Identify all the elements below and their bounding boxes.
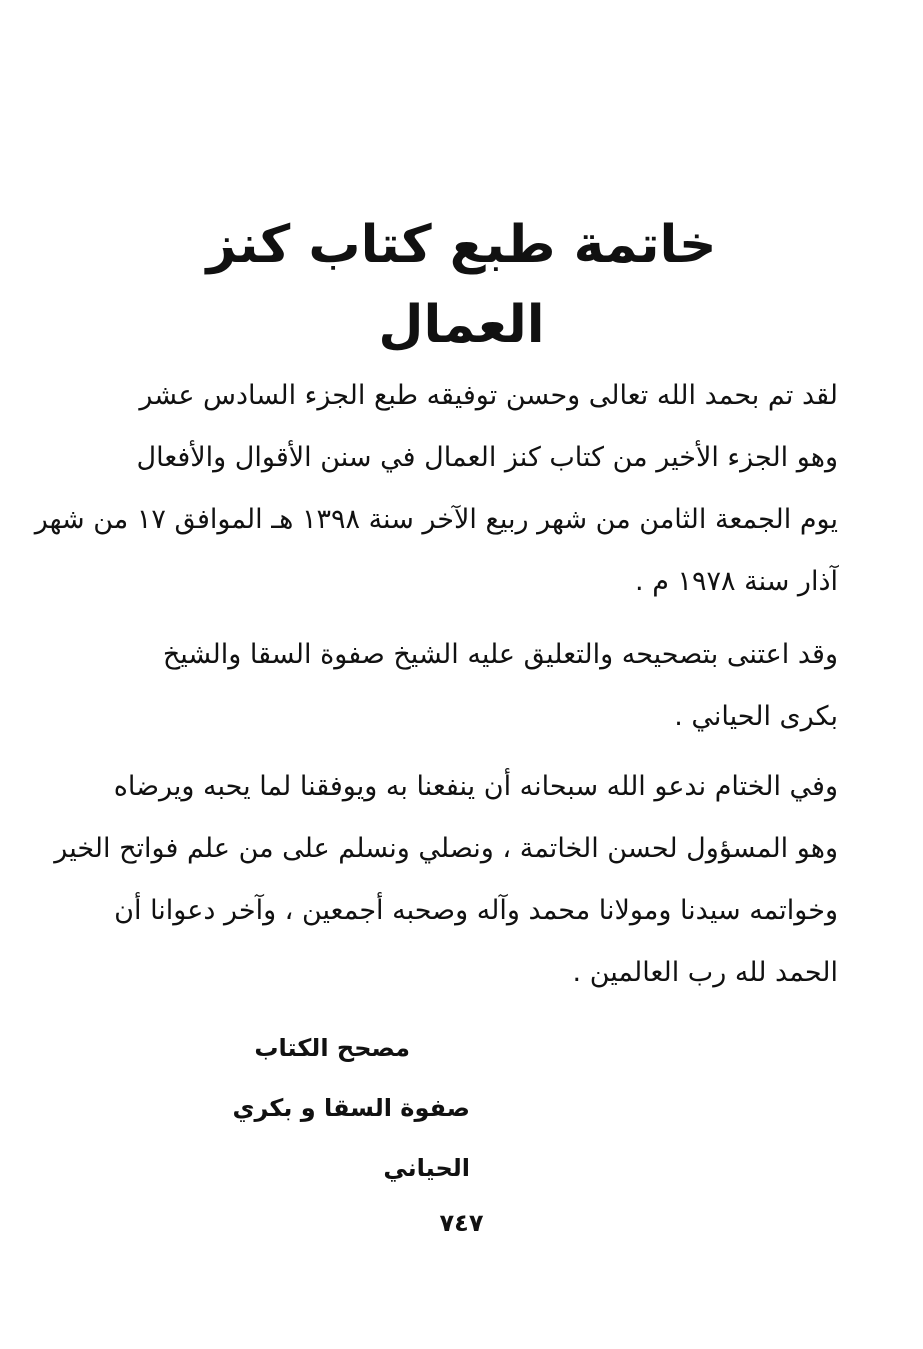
paragraph-line: وقد اعتنى بتصحيحه والتعليق عليه الشيخ صفوة السقا والشيخ xyxy=(162,639,838,670)
paragraph-line: آذار سنة ١٩٧٨ م . xyxy=(635,566,838,597)
signature-names: صفوة السقا و بكري الحياني xyxy=(232,1094,470,1182)
page-title: خاتمة طبع كتاب كنز العمال xyxy=(206,215,717,355)
paragraph-line: الحمد لله رب العالمين . xyxy=(572,957,838,988)
page-number: ٧٤٧ xyxy=(439,1209,484,1237)
paragraph-line: بكرى الحياني . xyxy=(674,701,838,732)
signature-role: مصحح الكتاب xyxy=(254,1034,410,1062)
paragraph-editors xyxy=(130,624,838,748)
paragraph-closing-prayer xyxy=(54,756,838,1004)
signature-block xyxy=(190,1018,470,1198)
paragraph-line: وهو الجزء الأخير من كتاب كنز العمال في سنن الأقوال والأفعال xyxy=(136,442,838,473)
paragraph-completion xyxy=(34,365,838,613)
paragraph-line: يوم الجمعة الثامن من شهر ربيع الآخر سنة ١٣٩٨ هـ الموافق ١٧ من شهر xyxy=(34,504,838,535)
paragraph-line: لقد تم بحمد الله تعالى وحسن توفيقه طبع الجزء السادس عشر xyxy=(139,380,838,411)
paragraph-line: وخواتمه سيدنا ومولانا محمد وآله وصحبه أجمعين ، وآخر دعوانا أن xyxy=(114,895,838,926)
paragraph-line: وفي الختام ندعو الله سبحانه أن ينفعنا به ويوفقنا لما يحبه ويرضاه xyxy=(113,771,838,802)
paragraph-line: وهو المسؤول لحسن الخاتمة ، ونصلي ونسلم على من علم فواتح الخير xyxy=(54,833,838,864)
